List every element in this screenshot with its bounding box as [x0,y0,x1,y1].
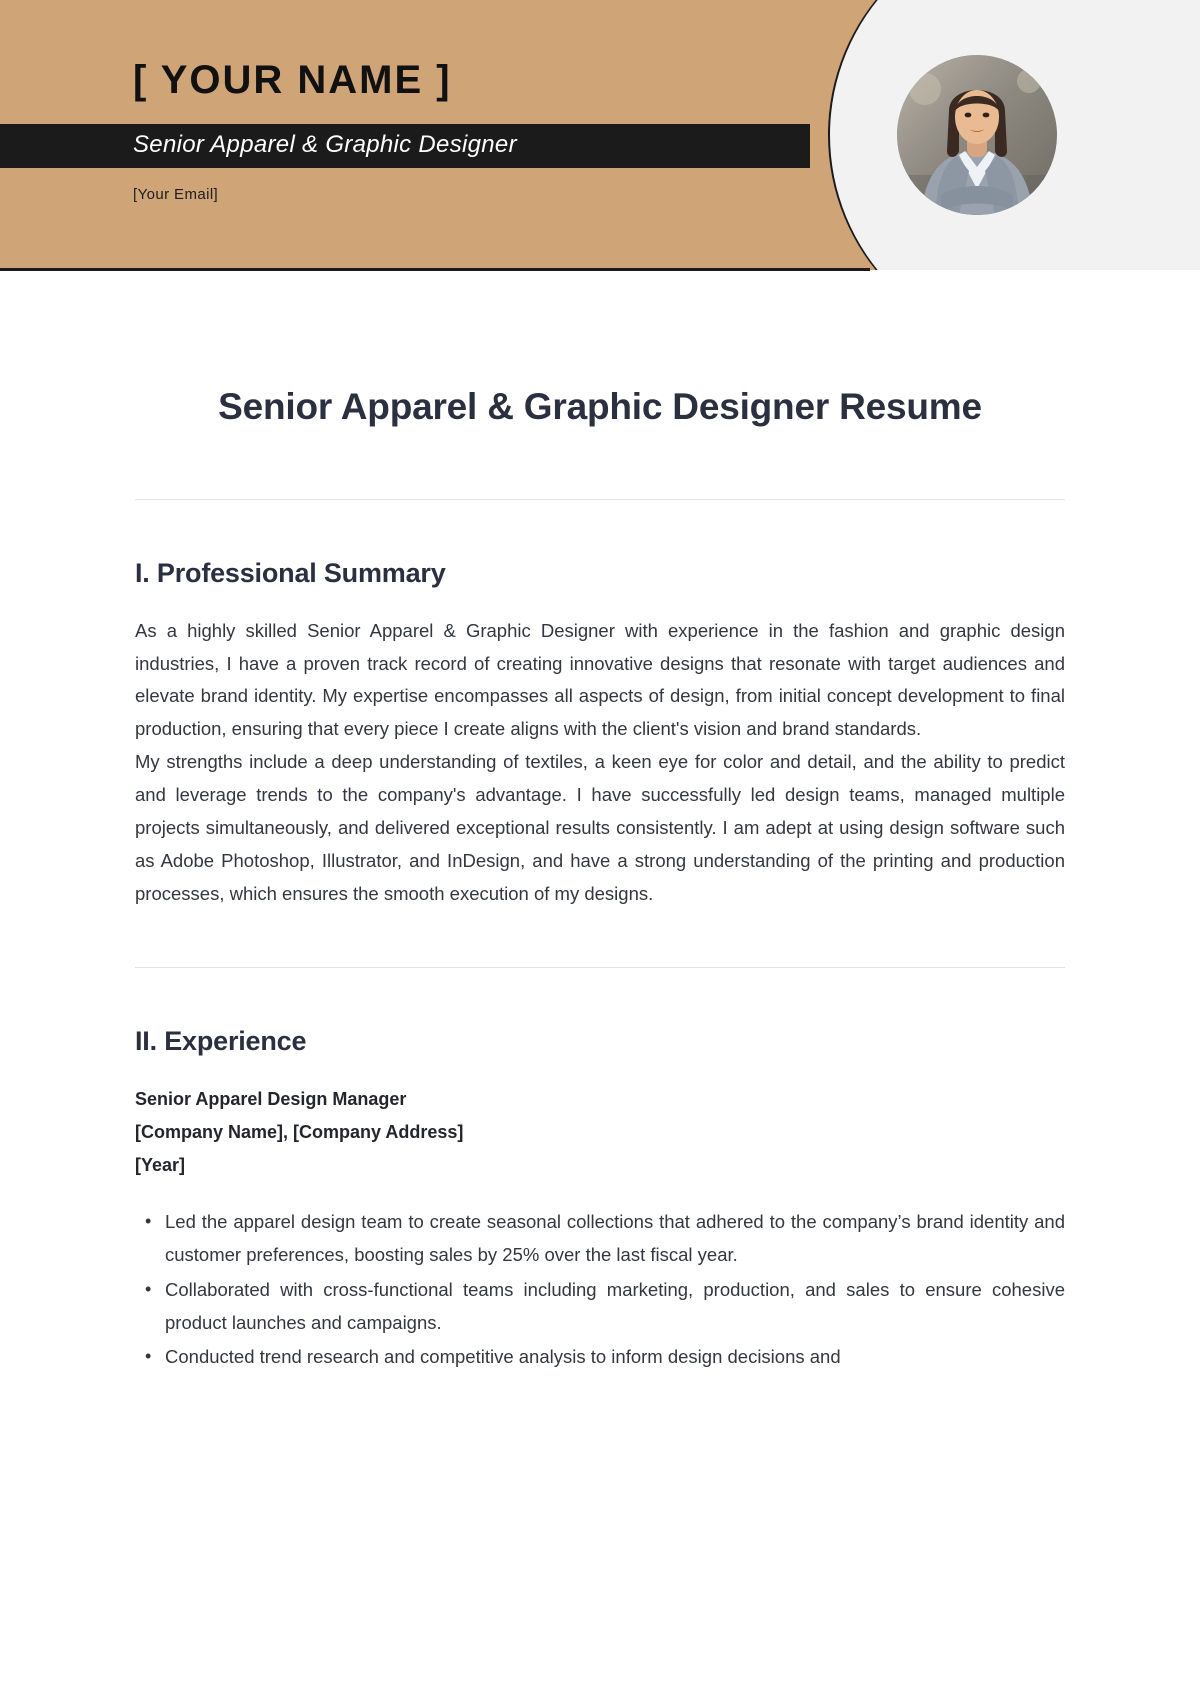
resume-header [0,0,1200,270]
avatar-photo-icon [897,55,1057,215]
avatar [897,55,1057,215]
page-title: Senior Apparel & Graphic Designer Resume [218,386,982,427]
list-item: • Led the apparel design team to create seasonal collections that adhered to the company’s brand identity and customer preferences, boosting sales by 25% over the last fiscal year. [161,1206,1065,1272]
summary-paragraph-1: As a highly skilled Senior Apparel & Graphic Designer with experience in the fashion and graphic design industries, I have a proven track record of creating innovative designs that resonate with target audiences and elevate brand identity. My expertise encompasses all aspects of design, from initial concept development to final production, ensuring that every piece I create aligns with the client's vision and brand standards. [135,619,1065,740]
list-item: • Collaborated with cross-functional teams including marketing, production, and sales to ensure cohesive product launches and campaigns. [161,1274,1065,1340]
job-year: [Year] [135,1154,186,1175]
resume-document [0,270,1200,1376]
list-item: • Conducted trend research and competitive analysis to inform design decisions and [161,1341,1065,1374]
candidate-email: [Your Email] [133,186,219,203]
section-experience [135,1026,1065,1374]
divider-middle [135,967,1065,968]
job-role: Senior Apparel Design Manager [135,1088,407,1109]
section-heading: II. Experience [135,1025,307,1056]
experience-bullet-list [135,1206,1065,1375]
experience-entry [135,1083,1065,1182]
candidate-name: [ YOUR NAME ] [133,58,452,102]
section-heading: I. Professional Summary [135,557,446,588]
summary-paragraph-2: My strengths include a deep understanding of textiles, a keen eye for color and detail, and the ability to predict and leverage trends to the company's advantage. I have successfully led design teams, managed multiple projects simultaneously, and delivered exceptional results consistently. I am adept at using design software such as Adobe Photoshop, Illustrator, and InDesign, and have a strong understanding of the printing and production processes, which ensures the smooth execution of my designs. [135,751,1065,905]
job-company: [Company Name], [Company Address] [135,1121,464,1142]
candidate-job-title: Senior Apparel & Graphic Designer [133,131,517,158]
divider-top [135,499,1065,500]
section-professional-summary [135,558,1065,911]
